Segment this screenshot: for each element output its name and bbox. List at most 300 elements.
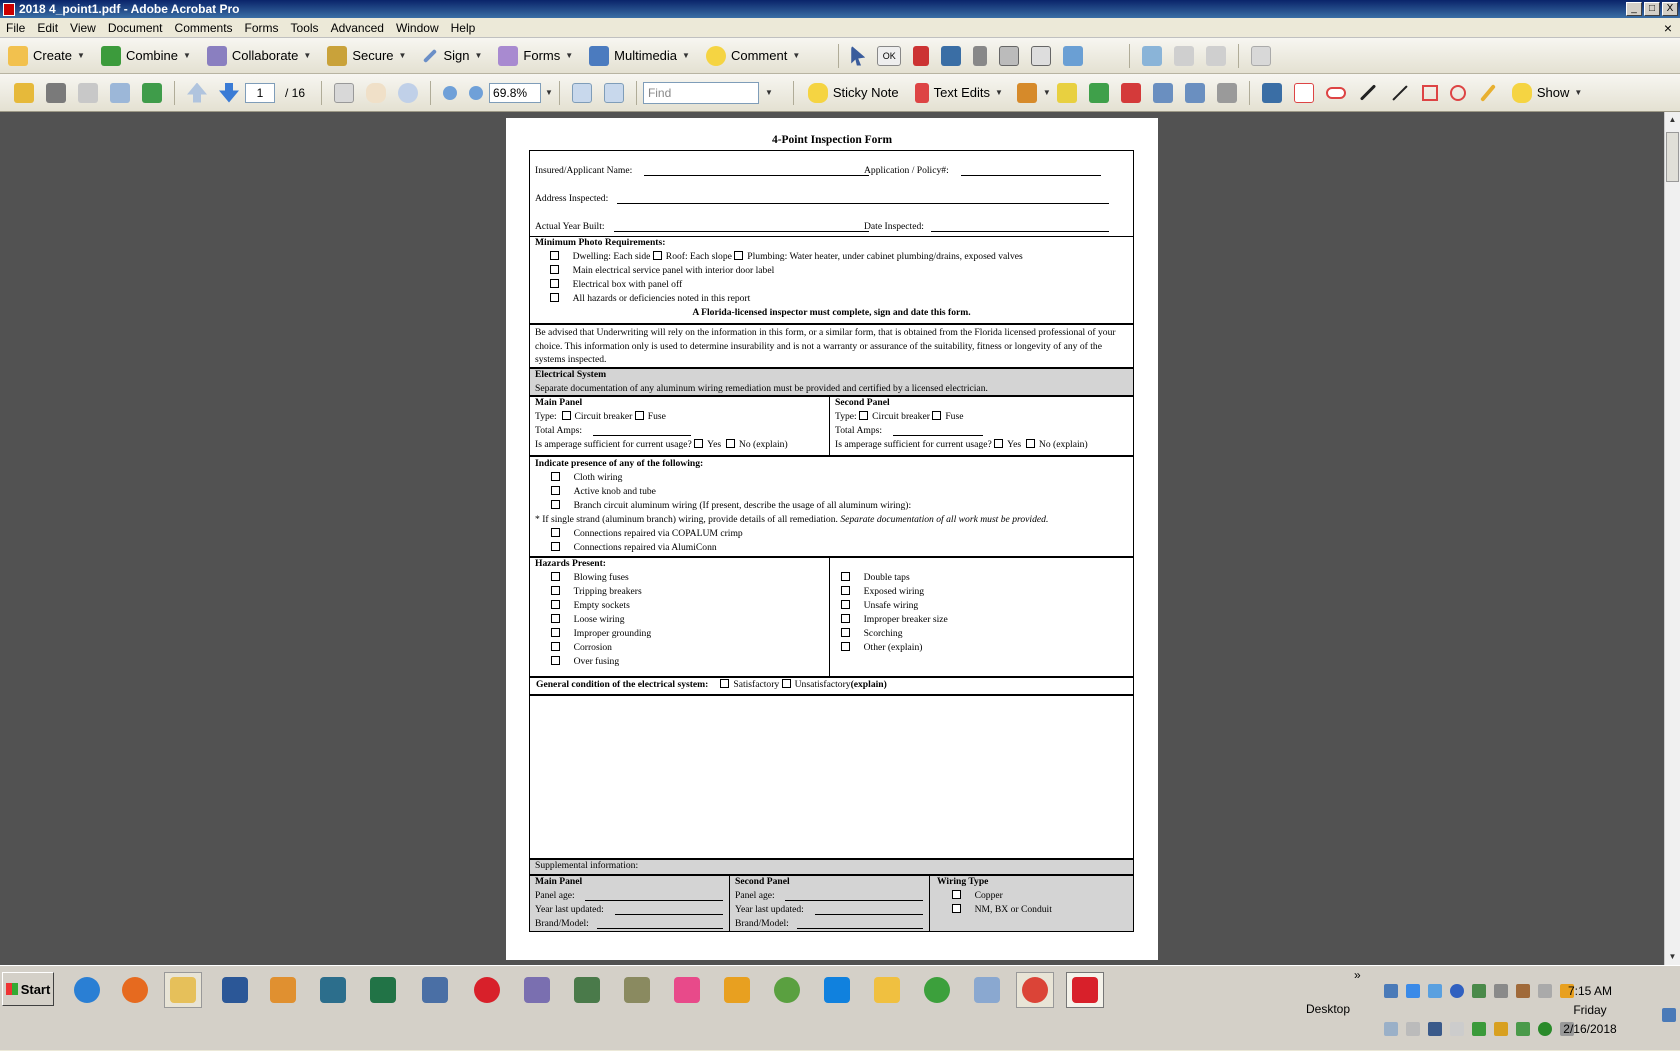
display-icon[interactable] [1428,1022,1442,1036]
collaborate-button[interactable]: Collaborate ▼ [199,42,319,70]
checkbox[interactable] [952,890,961,899]
yes-label: Yes [707,439,722,450]
hazard-label: Loose wiring [573,614,625,625]
text-edits-label: Text Edits [933,85,990,100]
checkbox[interactable] [551,500,560,509]
hazard-label: Unsafe wiring [863,600,919,611]
menu-tools[interactable]: Tools [290,20,319,35]
year-built-label: Actual Year Built: [535,221,605,232]
text-edits-icon [915,83,929,103]
attach-file-icon[interactable] [1153,83,1173,103]
flag-icon[interactable] [1450,1022,1464,1036]
photo-row-2 [550,265,774,276]
checkbox[interactable] [550,251,559,260]
taskbar-word[interactable] [216,972,254,1008]
amperage-question: Is amperage sufficient for current usage? [835,439,992,450]
hazard-checkbox[interactable] [841,586,850,595]
line-icon[interactable] [1392,85,1408,101]
hazard-row [551,614,625,625]
hazard-checkbox[interactable] [841,572,850,581]
general-condition-label: General condition of the electrical system: [536,679,709,690]
tasks-toolbar [0,38,1680,74]
checkbox[interactable] [550,279,559,288]
text-field-icon[interactable] [999,46,1019,66]
supp-second-year-updated: Year last updated: [735,904,804,915]
taskbar-monitor[interactable] [568,972,606,1008]
knob-tube-label: Active knob and tube [573,486,656,497]
hazard-checkbox[interactable] [841,628,850,637]
word-icon [222,977,248,1003]
checkbox[interactable] [551,528,560,537]
checkbox[interactable] [932,411,941,420]
pen-icon [423,48,437,62]
zoom-in-icon[interactable] [469,86,483,100]
second-total-amps-field[interactable] [893,435,983,436]
menu-bar [0,18,1680,38]
menu-comments[interactable]: Comments [174,20,233,35]
vertical-scrollbar[interactable] [1664,112,1680,965]
presence-heading: Indicate presence of any of the following: [535,458,704,469]
calculator-icon [974,977,1000,1003]
explanation-area[interactable] [529,695,1134,859]
main-panel-age-field[interactable] [585,900,723,901]
main-total-amps-field[interactable] [593,435,691,436]
splat-icon [474,977,500,1003]
main-brand-model-field[interactable] [597,928,723,929]
taskbar-calculator[interactable] [968,972,1006,1008]
secure-button[interactable]: Secure ▼ [319,42,414,70]
supp-second-panel-heading: Second Panel [735,876,790,887]
address-field[interactable] [617,203,1109,204]
menu-advanced[interactable]: Advanced [330,20,384,35]
photo-panel-label: Main electrical service panel with interior door label [572,265,775,276]
hazard-label: Other (explain) [863,642,923,653]
comment-label: Comment [730,48,788,63]
checkbox[interactable] [782,679,791,688]
window-titlebar [0,0,1680,18]
supp-second-brand-model: Brand/Model: [735,918,789,929]
battery-icon[interactable] [1516,1022,1530,1036]
taskbar-publisher[interactable] [314,972,352,1008]
taskbar-dropbox[interactable] [818,972,856,1008]
policy-label: Application / Policy#: [864,165,949,176]
supp-second-panel-age: Panel age: [735,890,775,901]
hazard-row [551,642,612,653]
acrobat-app-icon [3,3,15,16]
zoom-level-input[interactable]: 69.8% [489,83,541,103]
upload-icon[interactable] [142,83,162,103]
hand-tool-icon[interactable] [366,83,386,103]
scroll-down-icon[interactable]: ▼ [1668,952,1677,961]
hazard-checkbox[interactable] [551,614,560,623]
frog-icon [774,977,800,1003]
common-toolbar: 1 / 16 69.8% ▼ Find ▼ Sticky Note Text Edits ▼ ▼ Show ▼ [0,74,1680,112]
acrobat-icon [1072,977,1098,1003]
menu-document[interactable]: Document [107,20,163,35]
volume-icon[interactable] [1538,984,1552,998]
second-total-amps-label: Total Amps: [835,425,883,436]
single-strand-row [535,514,1048,525]
underline-text-icon[interactable] [1089,83,1109,103]
clock-day: Friday [1573,1003,1607,1017]
hazard-label: Over fusing [573,656,620,667]
date-inspected-field[interactable] [931,231,1109,232]
taskbar [0,965,1680,1050]
no-explain-label: No (explain) [1038,439,1088,450]
second-brand-model-field[interactable] [797,928,923,929]
photo-box-label: Electrical box with panel off [572,279,683,290]
open-folder-icon[interactable] [14,83,34,103]
windows-logo-icon [924,977,950,1003]
insured-field[interactable] [644,175,869,176]
excel-icon [370,977,396,1003]
paperclip-icon[interactable] [973,46,987,66]
clock[interactable] [1555,982,1625,1039]
monitor-tray-icon[interactable] [1472,984,1486,998]
menu-forms[interactable]: Forms [244,20,279,35]
photo-row-1 [550,251,1023,262]
advisory-text: Be advised that Underwriting will rely on the information in this form, or a similar form, that is obtained from the Florida licensed professional of your choice. This information only is used to determine insurability and is not a warranty or assurance of the suitability, fitness or longevity of any of the systems inspected. [535,327,1116,365]
stamp-tool-icon[interactable] [1217,83,1237,103]
stamp-icon[interactable] [1017,83,1037,103]
knob-tube-row [551,486,656,497]
cloth-wiring-row [551,472,622,483]
clipboard-icon[interactable] [1406,1022,1420,1036]
address-label: Address Inspected: [535,193,609,204]
magnet-icon[interactable] [913,46,929,66]
no-explain-label: No (explain) [738,439,788,450]
folder-icon [170,977,196,1003]
hazard-label: Improper breaker size [863,614,948,625]
sticky-note-button[interactable] [800,79,907,107]
printer-icon[interactable] [1494,984,1508,998]
electrical-note: Separate documentation of any aluminum wiring remediation must be provided and certified by a licensed electrician. [535,383,988,394]
marquee-zoom-icon[interactable] [398,83,418,103]
main-amperage-row [535,439,788,450]
hazard-row [551,628,651,639]
tray-app-icon[interactable] [1516,984,1530,998]
checkbox[interactable] [734,251,743,260]
menu-edit[interactable]: Edit [37,20,59,35]
menu-help[interactable]: Help [450,20,476,35]
system-tray [1378,966,1680,1051]
main-panel-type [535,411,666,422]
select-arrow-icon[interactable] [851,46,865,66]
document-workspace[interactable] [0,112,1664,965]
p-icon[interactable] [1538,1022,1552,1036]
main-panel-heading: Main Panel [535,397,583,408]
second-amperage-row [835,439,1088,450]
alumiconn-row [551,542,717,553]
circuit-breaker-label: Circuit breaker [574,411,633,422]
nm-bx-label: NM, BX or Conduit [974,904,1052,915]
edit-form-icon[interactable] [1063,46,1083,66]
find-dropdown-icon[interactable]: ▼ [764,88,773,97]
hazard-row [841,628,903,639]
taskbar-excel[interactable] [364,972,402,1008]
lightning-icon [724,977,750,1003]
pdf-page [506,118,1158,960]
hazard-label: Improper grounding [573,628,652,639]
scroll-up-icon[interactable]: ▲ [1668,115,1677,124]
checkbox[interactable] [694,439,703,448]
unsatisfactory-label: Unsatisfactory [794,679,851,690]
main-year-updated-field[interactable] [615,914,723,915]
copalum-label: Connections repaired via COPALUM crimp [573,528,743,539]
show-desktop-icon[interactable] [1662,1008,1676,1022]
text-box-icon[interactable] [1262,83,1282,103]
photos-icon [624,977,650,1003]
maximize-button[interactable]: □ [1644,2,1660,16]
hazard-checkbox[interactable] [841,600,850,609]
find-input[interactable]: Find [643,82,759,104]
internet-explorer-icon [74,977,100,1003]
rectangle-icon[interactable] [1422,85,1438,101]
supp-main-panel-heading: Main Panel [535,876,583,887]
security-icon[interactable] [1472,1022,1486,1036]
speech-bubble-icon [706,46,726,66]
dropbox-tray-icon[interactable] [1384,1022,1398,1036]
checkbox[interactable] [726,439,735,448]
hazard-checkbox[interactable] [551,586,560,595]
forms-icon [498,46,518,66]
checkbox[interactable] [550,265,559,274]
cloud-upload-icon[interactable] [1406,984,1420,998]
multimedia-icon [589,46,609,66]
circuit-breaker-label: Circuit breaker [872,411,930,422]
desktop-toolbar-label[interactable]: Desktop [1306,1002,1351,1016]
mail-icon [874,977,900,1003]
hazard-row [841,572,910,583]
next-page-icon[interactable] [219,83,239,103]
dropbox-icon [824,977,850,1003]
copalum-row [551,528,743,539]
single-strand-text: * If single strand (aluminum branch) wiring, provide details of all remediation. [535,514,838,525]
monitor-icon [574,977,600,1003]
taskbar-chevron[interactable]: » [1354,968,1361,982]
supp-main-year-updated: Year last updated: [535,904,604,915]
cloud-icon[interactable] [1428,984,1442,998]
menu-file[interactable]: File [6,20,26,35]
arrow-icon[interactable] [1360,84,1376,100]
photo-heading: Minimum Photo Requirements: [535,237,666,248]
fuse-label: Fuse [647,411,666,422]
menu-window[interactable]: Window [395,20,439,35]
forms-button[interactable]: Forms ▼ [490,42,581,70]
window-title: 2018 4_point1.pdf - Adobe Acrobat Pro [19,2,240,16]
close-window-button[interactable]: X [1662,2,1678,16]
callout-icon[interactable] [1294,83,1314,103]
m-icon[interactable] [1450,984,1464,998]
second-panel-heading: Second Panel [835,397,890,408]
text-cursor-tool-icon[interactable] [334,83,354,103]
type-label: Type: [535,411,557,422]
taskbar-media[interactable] [264,972,302,1008]
record-audio-icon[interactable] [1185,83,1205,103]
show-comments-button[interactable]: Show ▼ [1504,79,1590,107]
email-icon[interactable] [110,83,130,103]
branch-alum-row [551,500,911,511]
single-strand-italic: Separate documentation of all work must be provided. [840,514,1049,525]
checkbox[interactable] [550,293,559,302]
checkbox[interactable] [551,472,560,481]
taskbar-chrome[interactable] [1016,972,1054,1008]
hazard-checkbox[interactable] [551,656,560,665]
taskbar-windows[interactable] [918,972,956,1008]
combine-button[interactable]: Combine ▼ [93,42,199,70]
clock-time: 7:15 AM [1567,984,1613,998]
create-button[interactable]: Create ▼ [0,42,93,70]
forms-label: Forms [523,48,561,63]
firefox-icon [122,977,148,1003]
insured-label: Insured/Applicant Name: [535,165,633,176]
ok-button-icon[interactable]: OK [877,46,901,66]
combine-icon [101,46,121,66]
type-label: Type: [835,411,857,422]
scroll-thumb[interactable] [1666,132,1679,182]
page-total: / 16 [285,85,306,100]
redo-icon[interactable] [1206,46,1226,66]
oval-icon[interactable] [1450,85,1466,101]
photo-row-3 [550,279,682,290]
checkmark-icon[interactable] [1494,1022,1508,1036]
highlight-text-icon[interactable] [1057,83,1077,103]
page-number-input[interactable]: 1 [245,83,275,103]
link-icon[interactable] [1031,46,1051,66]
taskbar-apps-grid[interactable] [668,972,706,1008]
start-label: Start [20,981,51,997]
pencil-icon[interactable] [1480,84,1496,102]
photo-plumbing-label: Plumbing: Water heater, under cabinet plumbing/drains, exposed valves [747,251,1023,262]
hazard-checkbox[interactable] [551,572,560,581]
secure-label: Secure [352,48,394,63]
main-total-amps-label: Total Amps: [535,425,583,436]
sticky-note-label: Sticky Note [832,85,899,100]
minimize-button[interactable]: _ [1626,2,1642,16]
applicant-info-section [529,150,1134,236]
save-icon[interactable] [78,83,98,103]
policy-field[interactable] [961,175,1101,176]
spellcheck-icon[interactable] [1142,46,1162,66]
create-icon [8,46,28,66]
electrical-heading: Electrical System [535,369,607,380]
wiring-type-heading: Wiring Type [937,876,989,887]
copper-label: Copper [974,890,1003,901]
copy-icon[interactable] [1251,46,1271,66]
checkbox[interactable] [635,411,644,420]
checkbox[interactable] [551,542,560,551]
publisher-icon [320,977,346,1003]
zoom-dropdown-icon[interactable]: ▼ [545,88,553,97]
taskbar-splat[interactable] [468,972,506,1008]
collaborate-label: Collaborate [231,48,299,63]
print-icon[interactable] [46,83,66,103]
taskbar-explorer[interactable] [164,972,202,1008]
create-label: Create [33,48,73,63]
start-button[interactable] [2,972,54,1006]
hazard-row [841,614,948,625]
checkbox[interactable] [720,679,729,688]
hazard-row [551,586,642,597]
hazard-row [841,586,924,597]
checkbox[interactable] [859,411,868,420]
checkbox[interactable] [551,486,560,495]
photo-row-4 [550,293,750,304]
year-built-field[interactable] [614,231,869,232]
hazard-label: Tripping breakers [573,586,642,597]
hazard-label: Corrosion [573,642,612,653]
menu-view[interactable]: View [70,20,96,35]
general-condition-row [536,679,887,690]
chrome-icon [1022,977,1048,1003]
taskbar-photos[interactable] [618,972,656,1008]
fit-page-icon[interactable] [604,83,624,103]
show-label: Show [1536,85,1570,100]
second-year-updated-field[interactable] [815,914,923,915]
comment-button[interactable]: Comment ▼ [698,42,808,70]
hazard-checkbox[interactable] [841,642,850,651]
checkbox[interactable] [994,439,1003,448]
hazard-label: Exposed wiring [863,586,925,597]
taskbar-tool[interactable] [718,972,756,1008]
crop-icon[interactable] [941,46,961,66]
supp-main-panel-age: Panel age: [535,890,575,901]
collaborate-icon [207,46,227,66]
undo-icon[interactable] [1174,46,1194,66]
strikethrough-text-icon[interactable] [1121,83,1141,103]
nm-bx-row [952,904,1052,915]
network-icon[interactable] [1384,984,1398,998]
close-document-button[interactable]: × [1663,19,1672,36]
hazard-row [841,642,922,653]
taskbar-document[interactable] [416,972,454,1008]
form-title: 4-Point Inspection Form [771,134,893,146]
taskbar-app[interactable] [518,972,556,1008]
taskbar-ie[interactable] [68,972,106,1008]
taskbar-firefox[interactable] [116,972,154,1008]
second-panel-age-field[interactable] [785,900,923,901]
yes-label: Yes [1007,439,1022,450]
apps-grid-icon [674,977,700,1003]
checkbox[interactable] [952,904,961,913]
multimedia-button[interactable]: Multimedia ▼ [581,42,698,70]
sticky-note-icon [808,83,828,103]
previous-page-icon[interactable] [187,83,207,103]
taskbar-mail[interactable] [868,972,906,1008]
hazard-checkbox[interactable] [841,614,850,623]
taskbar-frog[interactable] [768,972,806,1008]
licensed-inspector-note: A Florida-licensed inspector must complete, sign and date this form. [692,307,971,318]
checkbox[interactable] [653,251,662,260]
fit-width-icon[interactable] [572,83,592,103]
hazard-row [551,572,629,583]
checkbox[interactable] [562,411,571,420]
explain-label: (explain) [850,679,887,690]
hazard-checkbox[interactable] [551,642,560,651]
combine-label: Combine [125,48,178,63]
second-panel-type [835,411,963,422]
checkbox[interactable] [1026,439,1035,448]
sign-button[interactable]: Sign ▼ [414,42,490,70]
hazard-checkbox[interactable] [551,600,560,609]
text-edits-button[interactable]: Text Edits ▼ [907,79,1011,107]
hazard-row [551,656,619,667]
zoom-out-icon[interactable] [443,86,457,100]
cloud-icon[interactable] [1326,87,1346,99]
cloth-wiring-label: Cloth wiring [573,472,623,483]
taskbar-acrobat[interactable] [1066,972,1104,1008]
hazard-checkbox[interactable] [551,628,560,637]
